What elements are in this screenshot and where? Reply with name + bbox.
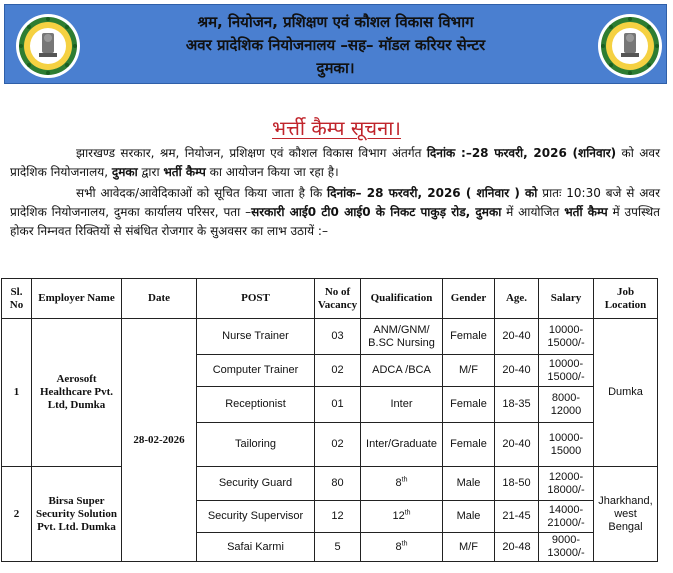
col-header-post: POST xyxy=(197,279,315,319)
qualification: 8th xyxy=(361,467,443,501)
qualification: 12th xyxy=(361,501,443,533)
gender: Female xyxy=(443,387,495,423)
age-range: 21-45 xyxy=(495,501,539,533)
qualification: Inter xyxy=(361,387,443,423)
salary: 14000-21000/- xyxy=(539,501,594,533)
col-header-vacancy: No of Vacancy xyxy=(315,279,361,319)
post-name: Security Guard xyxy=(197,467,315,501)
sl-number: 2 xyxy=(2,467,32,562)
col-header-age: Age. xyxy=(495,279,539,319)
col-header-salary: Salary xyxy=(539,279,594,319)
post-name: Tailoring xyxy=(197,423,315,467)
camp-date: 28-02-2026 xyxy=(122,319,197,562)
notice-title: भर्त्ती कैम्प सूचना। xyxy=(272,116,401,140)
qualification: 8th xyxy=(361,533,443,562)
gender: Female xyxy=(443,423,495,467)
col-header-qualification: Qualification xyxy=(361,279,443,319)
age-range: 18-50 xyxy=(495,467,539,501)
salary: 10000-15000/- xyxy=(539,319,594,355)
table-row xyxy=(2,319,658,355)
gender: Male xyxy=(443,501,495,533)
vacancy-count: 01 xyxy=(315,387,361,423)
post-name: Nurse Trainer xyxy=(197,319,315,355)
vacancy-table xyxy=(1,278,658,562)
gender: Male xyxy=(443,467,495,501)
qualification: ADCA /BCA xyxy=(361,355,443,387)
age-range: 20-40 xyxy=(495,319,539,355)
vacancy-count: 5 xyxy=(315,533,361,562)
col-header-date: Date xyxy=(122,279,197,319)
salary: 9000-13000/- xyxy=(539,533,594,562)
col-header-employer: Employer Name xyxy=(32,279,122,319)
qualification: ANM/GNM/ B.SC Nursing xyxy=(361,319,443,355)
job-location: Dumka xyxy=(594,319,658,467)
col-header-sl: Sl. No xyxy=(2,279,32,319)
salary: 12000-18000/- xyxy=(539,467,594,501)
post-name: Receptionist xyxy=(197,387,315,423)
job-location: Jharkhand, west Bengal xyxy=(594,467,658,562)
col-header-location: Job Location xyxy=(594,279,658,319)
post-name: Safai Karmi xyxy=(197,533,315,562)
notice-paragraph-1: झारखण्ड सरकार, श्रम, नियोजन, प्रशिक्षण एवं कौशल विकास विभाग अंतर्गत दिनांक :–28 फरवरी, 2026 (शनिवार) को अवर प्रादेशिक नियोजनालय, दुमका द्वारा भर्ती कैम्प का आयोजन किया जा रहा है। xyxy=(10,146,660,179)
office-city: दुमका। xyxy=(316,59,355,77)
sl-number: 1 xyxy=(2,319,32,467)
age-range: 20-40 xyxy=(495,423,539,467)
office-name: अवर प्रादेशिक नियोजनालय –सह– मॉडल करियर सेन्टर xyxy=(185,36,486,54)
vacancy-count: 02 xyxy=(315,423,361,467)
post-name: Security Supervisor xyxy=(197,501,315,533)
gender: M/F xyxy=(443,533,495,562)
employer-name: Aerosoft Healthcare Pvt. Ltd, Dumka xyxy=(32,319,122,467)
jharkhand-emblem-icon xyxy=(597,13,663,79)
age-range: 18-35 xyxy=(495,387,539,423)
vacancy-count: 80 xyxy=(315,467,361,501)
salary: 10000-15000 xyxy=(539,423,594,467)
salary: 8000-12000 xyxy=(539,387,594,423)
age-range: 20-40 xyxy=(495,355,539,387)
age-range: 20-48 xyxy=(495,533,539,562)
gender: Female xyxy=(443,319,495,355)
vacancy-count: 03 xyxy=(315,319,361,355)
qualification: Inter/Graduate xyxy=(361,423,443,467)
office-header-banner xyxy=(4,4,667,84)
vacancy-count: 02 xyxy=(315,355,361,387)
employer-name: Birsa Super Security Solution Pvt. Ltd. Dumka xyxy=(32,467,122,562)
table-row xyxy=(2,467,658,501)
gender: M/F xyxy=(443,355,495,387)
notice-paragraph-2: सभी आवेदक/आवेदिकाओं को सूचित किया जाता है कि दिनांक– 28 फरवरी, 2026 ( शनिवार ) को प्रातः 10:30 बजे से अवर प्रादेशिक नियोजनालय, दुमका कार्यालय परिसर, पता –सरकारी आई0 टी0 आई0 के निकट पाकुड़ रोड, दुमका में आयोजित भर्ती कैम्प में उपस्थित होकर निम्नवत रिक्तियों से संबंधित रोजगार के सुअवसर का लाभ उठायें :– xyxy=(10,186,661,238)
department-name: श्रम, नियोजन, प्रशिक्षण एवं कौशल विकास विभाग xyxy=(197,13,474,31)
post-name: Computer Trainer xyxy=(197,355,315,387)
table-header-row xyxy=(2,279,658,319)
col-header-gender: Gender xyxy=(443,279,495,319)
vacancy-count: 12 xyxy=(315,501,361,533)
salary: 10000-15000/- xyxy=(539,355,594,387)
